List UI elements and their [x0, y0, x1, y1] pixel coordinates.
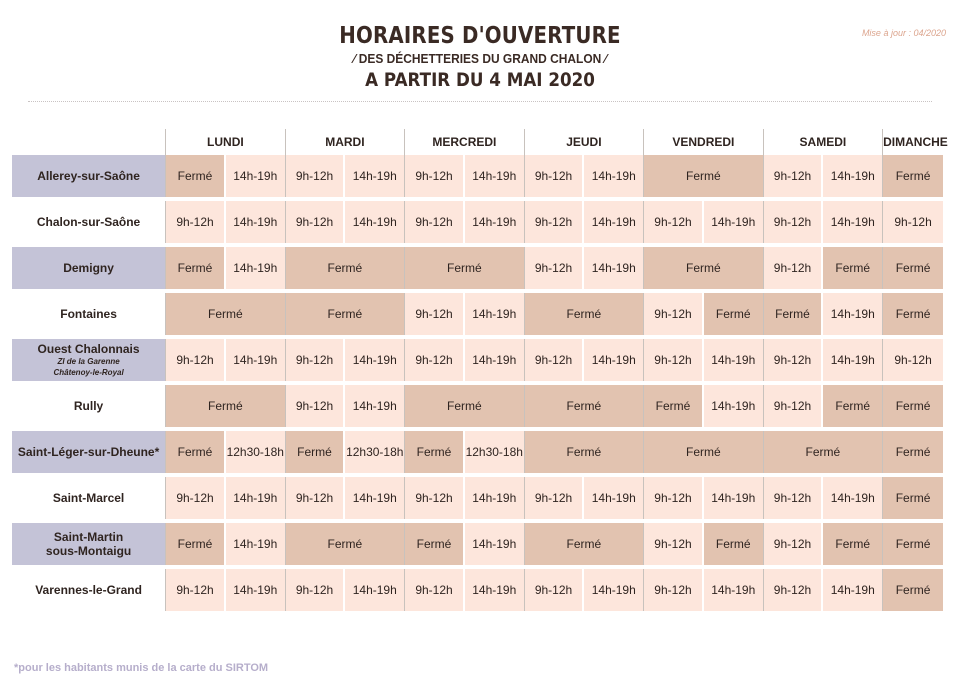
- hours-cell: 9h-12h: [285, 475, 344, 521]
- schedule-row: [12, 245, 943, 291]
- hours-cell: 9h-12h: [763, 155, 822, 199]
- schedule-row: [12, 199, 943, 245]
- day-header-lundi: LUNDI: [166, 129, 286, 155]
- hours-cell: 9h-12h: [524, 475, 583, 521]
- site-name-cell: [12, 337, 166, 383]
- closed-cell: Fermé: [285, 291, 405, 337]
- hours-cell: 9h-12h: [405, 567, 464, 613]
- hours-cell: 14h-19h: [344, 337, 404, 383]
- hours-cell: 9h-12h: [763, 245, 822, 291]
- site-name-cell: [12, 245, 166, 291]
- hours-cell: 14h-19h: [703, 567, 763, 613]
- hours-cell: 9h-12h: [166, 199, 225, 245]
- site-name: Rully: [73, 399, 104, 413]
- site-name-cell: [12, 383, 166, 429]
- hours-cell: 14h-19h: [583, 199, 643, 245]
- closed-cell: Fermé: [166, 383, 286, 429]
- schedule-row: [12, 291, 943, 337]
- page-title: HORAIRES D'OUVERTURE: [339, 23, 621, 49]
- closed-cell: Fermé: [883, 155, 943, 199]
- site-name: Demigny: [63, 261, 114, 275]
- hours-cell: 14h-19h: [703, 475, 763, 521]
- closed-cell: Fermé: [285, 245, 405, 291]
- hours-cell: 9h-12h: [644, 567, 703, 613]
- hours-cell: 9h-12h: [405, 291, 464, 337]
- closed-cell: Fermé: [822, 521, 882, 567]
- site-name-cell: [12, 567, 166, 613]
- closed-cell: Fermé: [405, 383, 525, 429]
- hours-cell: 14h-19h: [464, 567, 524, 613]
- closed-cell: Fermé: [883, 521, 943, 567]
- closed-cell: Fermé: [166, 155, 225, 199]
- hours-cell: 14h-19h: [344, 567, 404, 613]
- hours-cell: 9h-12h: [644, 199, 703, 245]
- hours-cell: 14h-19h: [344, 199, 404, 245]
- site-name-cell: [12, 291, 166, 337]
- closed-cell: Fermé: [883, 475, 943, 521]
- closed-cell: Fermé: [644, 245, 764, 291]
- site-town-line: Châtenoy-le-Royal: [53, 368, 124, 377]
- site-name: Saint-Léger-sur-Dheune*: [17, 445, 160, 459]
- hours-cell: 14h-19h: [225, 337, 285, 383]
- hours-cell: 12h30-18h: [225, 429, 285, 475]
- site-name: Ouest Chalonnais: [37, 342, 140, 356]
- closed-cell: Fermé: [644, 429, 764, 475]
- closed-cell: Fermé: [883, 245, 943, 291]
- day-header-jeudi: JEUDI: [524, 129, 643, 155]
- hours-cell: 14h-19h: [822, 199, 882, 245]
- footnote: *pour les habitants munis de la carte du SIRTOM: [14, 662, 269, 674]
- hours-cell: 9h-12h: [524, 245, 583, 291]
- closed-cell: Fermé: [644, 383, 703, 429]
- hours-cell: 14h-19h: [464, 475, 524, 521]
- hours-cell: 9h-12h: [405, 199, 464, 245]
- hours-cell: 9h-12h: [763, 567, 822, 613]
- hours-cell: 9h-12h: [524, 337, 583, 383]
- hours-cell: 14h-19h: [225, 199, 285, 245]
- schedule-table: [12, 129, 948, 615]
- closed-cell: Fermé: [285, 429, 344, 475]
- hours-cell: 14h-19h: [225, 521, 285, 567]
- hours-cell: 9h-12h: [285, 199, 344, 245]
- hours-cell: 9h-12h: [763, 199, 822, 245]
- site-name: Fontaines: [60, 307, 117, 321]
- closed-cell: Fermé: [405, 429, 464, 475]
- site-address-line: ZI de la Garenne: [57, 357, 120, 366]
- closed-cell: Fermé: [405, 245, 525, 291]
- hours-cell: 14h-19h: [703, 199, 763, 245]
- hours-cell: 14h-19h: [344, 383, 404, 429]
- hours-cell: 12h30-18h: [464, 429, 524, 475]
- closed-cell: Fermé: [166, 291, 286, 337]
- site-name: Varennes-le-Grand: [35, 583, 142, 597]
- closed-cell: Fermé: [763, 291, 822, 337]
- closed-cell: Fermé: [644, 155, 764, 199]
- schedule-row: [12, 155, 943, 199]
- day-header-dimanche: DIMANCHE: [883, 129, 943, 155]
- closed-cell: Fermé: [285, 521, 405, 567]
- hours-cell: 14h-19h: [583, 155, 643, 199]
- hours-cell: 9h-12h: [763, 475, 822, 521]
- hours-cell: 9h-12h: [644, 521, 703, 567]
- closed-cell: Fermé: [524, 291, 643, 337]
- hours-cell: 14h-19h: [583, 245, 643, 291]
- dotted-divider: [28, 101, 932, 102]
- schedule-row: [12, 383, 943, 429]
- schedule-row: [12, 475, 943, 521]
- hours-cell: 9h-12h: [405, 155, 464, 199]
- day-header-mardi: MARDI: [285, 129, 405, 155]
- day-header-row: [12, 129, 943, 155]
- closed-cell: Fermé: [883, 429, 943, 475]
- site-name: Chalon-sur-Saône: [36, 215, 141, 229]
- update-note: Mise à jour : 04/2020: [861, 28, 946, 38]
- header-corner: [12, 129, 166, 155]
- hours-cell: 14h-19h: [822, 291, 882, 337]
- closed-cell: Fermé: [883, 383, 943, 429]
- hours-cell: 9h-12h: [763, 383, 822, 429]
- site-name-cell: [12, 155, 166, 199]
- closed-cell: Fermé: [405, 521, 464, 567]
- schedule-row: [12, 337, 943, 383]
- hours-cell: 14h-19h: [583, 337, 643, 383]
- closed-cell: Fermé: [703, 291, 763, 337]
- hours-cell: 9h-12h: [763, 337, 822, 383]
- schedule-body: [12, 155, 943, 613]
- hours-cell: 9h-12h: [166, 337, 225, 383]
- hours-cell: 9h-12h: [285, 567, 344, 613]
- day-header-samedi: SAMEDI: [763, 129, 883, 155]
- schedule-row: [12, 521, 943, 567]
- closed-cell: Fermé: [822, 245, 882, 291]
- hours-cell: 14h-19h: [583, 567, 643, 613]
- hours-cell: 14h-19h: [344, 475, 404, 521]
- hours-cell: 9h-12h: [524, 199, 583, 245]
- hours-cell: 9h-12h: [285, 337, 344, 383]
- title-block: [0, 22, 960, 92]
- closed-cell: Fermé: [883, 567, 943, 613]
- hours-cell: 14h-19h: [464, 521, 524, 567]
- hours-cell: 14h-19h: [225, 155, 285, 199]
- schedule-row: [12, 429, 943, 475]
- hours-cell: 9h-12h: [166, 475, 225, 521]
- schedule-row: [12, 567, 943, 613]
- day-header-mercredi: MERCREDI: [405, 129, 525, 155]
- site-name: Allerey-sur-Saône: [37, 169, 140, 183]
- hours-cell: 14h-19h: [225, 567, 285, 613]
- site-name-cell: [12, 429, 166, 475]
- hours-cell: 14h-19h: [464, 337, 524, 383]
- hours-cell: 14h-19h: [822, 337, 882, 383]
- hours-cell: 9h-12h: [644, 475, 703, 521]
- closed-cell: Fermé: [822, 383, 882, 429]
- page-subtitle: ⁄ DES DÉCHETTERIES DU GRAND CHALON ⁄: [353, 51, 607, 66]
- hours-cell: 14h-19h: [822, 475, 882, 521]
- day-header-vendredi: VENDREDI: [644, 129, 764, 155]
- date-line: A PARTIR DU 4 MAI 2020: [365, 69, 595, 91]
- hours-cell: 14h-19h: [344, 155, 404, 199]
- closed-cell: Fermé: [166, 245, 225, 291]
- closed-cell: Fermé: [524, 521, 643, 567]
- site-name: Saint-Marcel: [52, 491, 125, 505]
- hours-cell: 12h30-18h: [344, 429, 404, 475]
- hours-cell: 9h-12h: [405, 475, 464, 521]
- hours-cell: 9h-12h: [524, 567, 583, 613]
- hours-cell: 14h-19h: [703, 383, 763, 429]
- closed-cell: Fermé: [703, 521, 763, 567]
- hours-cell: 14h-19h: [703, 337, 763, 383]
- hours-cell: 9h-12h: [285, 155, 344, 199]
- hours-cell: 14h-19h: [464, 155, 524, 199]
- hours-cell: 14h-19h: [464, 291, 524, 337]
- hours-cell: 14h-19h: [225, 475, 285, 521]
- hours-cell: 14h-19h: [822, 567, 882, 613]
- closed-cell: Fermé: [524, 429, 643, 475]
- closed-cell: Fermé: [166, 429, 225, 475]
- site-name-cell: [12, 521, 166, 567]
- hours-cell: 14h-19h: [822, 155, 882, 199]
- site-name-cell: [12, 199, 166, 245]
- hours-cell: 9h-12h: [883, 199, 943, 245]
- hours-cell: 9h-12h: [166, 567, 225, 613]
- hours-cell: 14h-19h: [583, 475, 643, 521]
- site-name-cell: [12, 475, 166, 521]
- hours-cell: 9h-12h: [644, 337, 703, 383]
- hours-cell: 9h-12h: [644, 291, 703, 337]
- site-name-line2: sous-Montaigu: [45, 544, 132, 558]
- closed-cell: Fermé: [883, 291, 943, 337]
- hours-cell: 14h-19h: [464, 199, 524, 245]
- hours-cell: 9h-12h: [405, 337, 464, 383]
- closed-cell: Fermé: [763, 429, 883, 475]
- closed-cell: Fermé: [166, 521, 225, 567]
- closed-cell: Fermé: [524, 383, 643, 429]
- hours-cell: 9h-12h: [883, 337, 943, 383]
- hours-cell: 9h-12h: [524, 155, 583, 199]
- hours-cell: 14h-19h: [225, 245, 285, 291]
- site-name: Saint-Martin: [53, 530, 124, 544]
- hours-cell: 9h-12h: [285, 383, 344, 429]
- hours-cell: 9h-12h: [763, 521, 822, 567]
